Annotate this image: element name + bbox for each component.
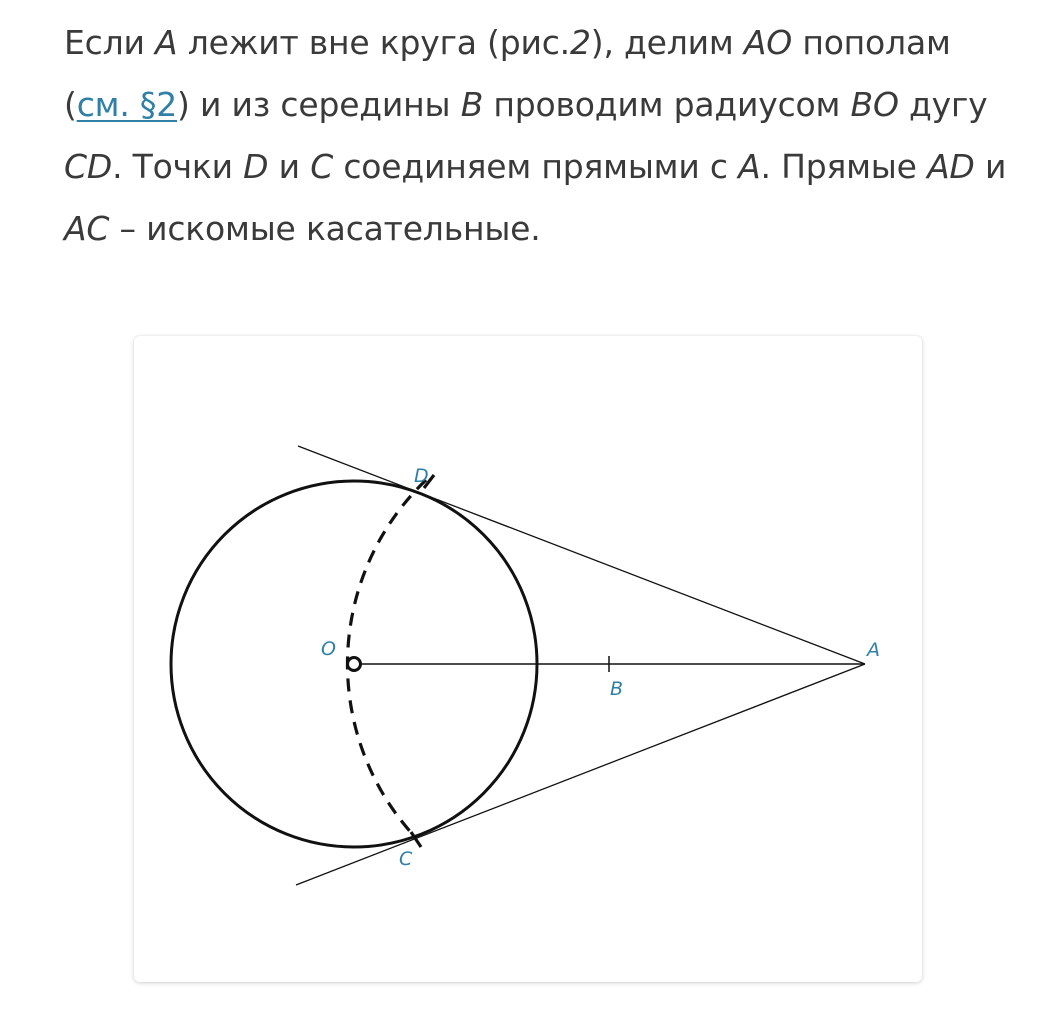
center-point-o [348,658,361,671]
text: лежит вне круга (рис. [177,23,570,62]
label-b: B [610,678,624,700]
text: дугу [898,85,988,124]
math-var: D [243,147,269,186]
tangent-construction-diagram [134,336,922,982]
tangent-line-ad [298,446,865,664]
math-var: AD [927,147,975,186]
math-var: BO [850,85,899,124]
paragraph [64,12,1024,260]
tangent-line-ac [296,664,865,885]
text: соединяем прямыми с [333,147,739,186]
math-var: A [738,147,761,186]
section-link-label: см. §2 [76,85,178,124]
math-var: A [155,23,178,62]
figure-ref: 2 [569,23,591,62]
math-var: B [460,85,484,124]
math-var: AC [64,209,110,248]
label-a: A [867,639,880,661]
figure-card [134,336,922,982]
text: проводим радиусом [483,85,851,124]
text: – искомые касательные. [109,209,541,248]
label-d: D [414,465,429,487]
text: и [268,147,311,186]
label-c: C [399,848,413,870]
text: . Точки [112,147,244,186]
label-o: O [321,638,336,660]
text: и [974,147,1007,186]
text: . Прямые [760,147,928,186]
text: ) и из середины [177,85,461,124]
math-var: CD [64,147,113,186]
text: пополам ( [64,23,951,124]
math-var: C [310,147,334,186]
text: Если [64,23,156,62]
section-link[interactable] [77,85,177,124]
text: ), делим [590,23,744,62]
math-var: AO [743,23,793,62]
